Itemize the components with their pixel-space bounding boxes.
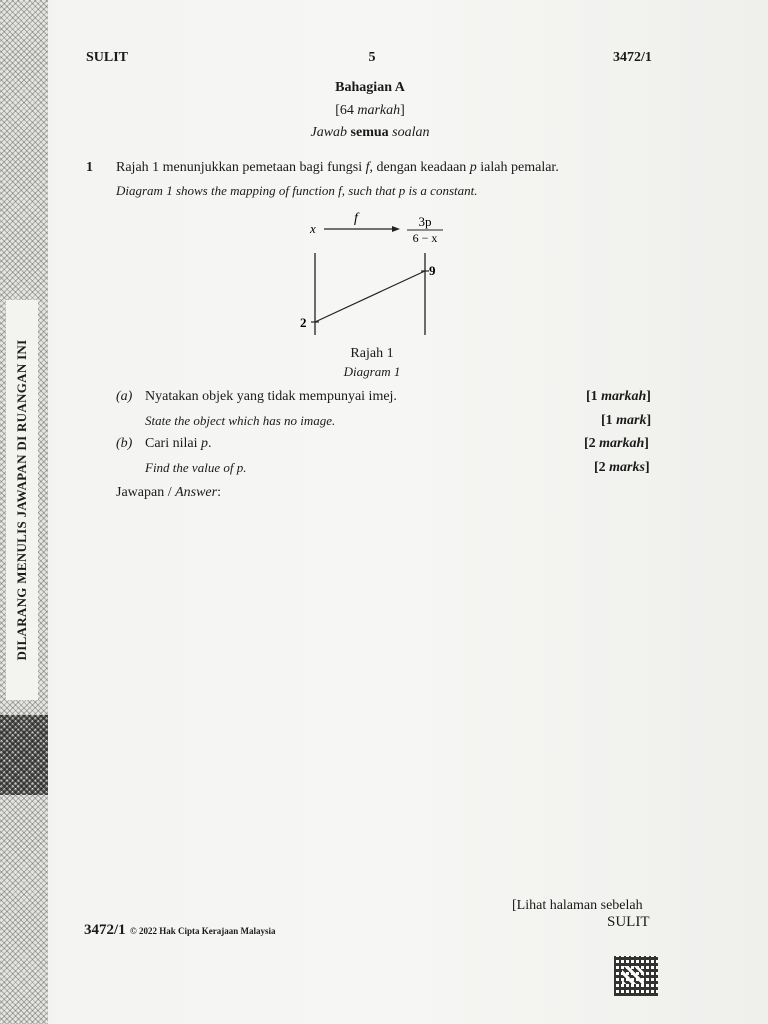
diagram-caption-en: Diagram 1 [343,364,401,379]
footer-copyright: © 2022 Hak Cipta Kerajaan Malaysia [130,926,276,936]
section-instruction: Jawab semua soalan [310,125,430,140]
domain-label: x [310,221,316,236]
part-b-marks-en: [2 marks] [594,460,650,475]
mapping-line [315,271,425,322]
diagram-caption-ms: Rajah 1 [350,346,394,361]
part-b-marks-ms: [2 markah] [584,436,649,451]
margin-hatch-dark [0,715,48,795]
function-label: f [354,211,358,226]
part-a-text-ms: Nyatakan objek yang tidak mempunyai imej. [145,389,397,404]
part-b-label: (b) [116,436,133,451]
footer-sulit: SULIT [607,914,650,930]
header-code: 3472/1 [613,50,652,65]
mapping-arrowhead [392,226,400,232]
qr-code [614,956,658,996]
part-a-label: (a) [116,389,133,404]
part-a-text-en: State the object which has no image. [145,413,336,428]
footer-code: 3472/1 [84,922,126,938]
header-page-number: 5 [368,50,376,65]
image-denominator: 6 − x [412,231,438,245]
footer-next-page: [Lihat halaman sebelah [512,898,643,913]
question-text-ms: Rajah 1 menunjukkan pemetaan bagi fungsi f, dengan keadaan p ialah pemalar. [116,160,559,175]
part-b-text-ms: Cari nilai p. [145,436,212,451]
domain-value: 2 [300,315,307,330]
mapping-diagram [280,205,460,345]
part-a-marks-ms: [1 markah] [586,389,651,404]
part-a-marks-en: [1 mark] [601,413,652,428]
image-numerator: 3p [418,214,432,229]
part-b-text-en: Find the value of p. [145,460,247,475]
image-value: 9 [429,263,436,278]
section-title: Bahagian A [335,80,405,95]
side-warning: DILARANG MENULIS JAWAPAN DI RUANGAN INI [14,339,29,661]
question-number: 1 [86,160,93,175]
answer-label: Jawapan / Answer: [116,485,221,500]
question-text-en: Diagram 1 shows the mapping of function f, such that p is a constant. [116,183,478,198]
section-marks: [64 markah] [335,103,405,118]
header-sulit: SULIT [86,50,129,65]
